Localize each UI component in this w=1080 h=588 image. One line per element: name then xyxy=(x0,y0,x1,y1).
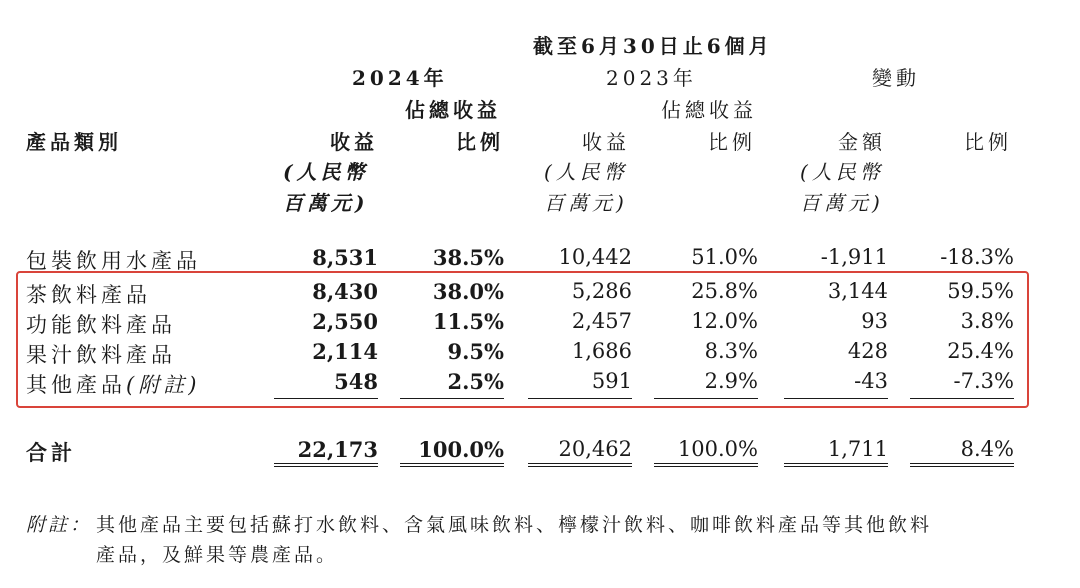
ratio-2023-cell: 8.3% xyxy=(704,339,758,363)
ratio-2024-header: 比例 xyxy=(456,130,504,154)
revenue-2023-cell: 1,686 xyxy=(571,339,632,363)
category-header: 產品類別 xyxy=(26,130,122,154)
revenue-2024-cell: 8,430 xyxy=(312,279,378,304)
total-ratio-2024: 100.0% xyxy=(418,437,504,462)
est-total-2023-header: 佔總收益 xyxy=(661,98,757,122)
revenue-2024-header: 收益 xyxy=(330,130,378,154)
ratio-2023-cell: 12.0% xyxy=(691,309,758,333)
ratio-2024-cell: 2.5% xyxy=(447,369,504,394)
ratio-2023-cell: 2.9% xyxy=(704,369,758,393)
ratio-change-header: 比例 xyxy=(964,130,1012,154)
subtotal-rule xyxy=(910,398,1014,399)
revenue-2023-header: 收益 xyxy=(582,130,630,154)
unit-2024-line1: (人民幣 xyxy=(283,160,369,184)
unit-change-line1: (人民幣 xyxy=(800,160,884,184)
total-double-rule xyxy=(784,463,888,467)
subtotal-rule xyxy=(274,398,378,399)
unit-2023-line2: 百萬元) xyxy=(544,191,628,215)
total-double-rule xyxy=(274,463,378,467)
row-label xyxy=(26,369,200,399)
revenue-2024-cell: 8,531 xyxy=(312,245,378,270)
unit-change-line2: 百萬元) xyxy=(800,191,884,215)
ratio-change-cell: -7.3% xyxy=(953,369,1014,393)
total-revenue-2023: 20,462 xyxy=(558,437,632,461)
ratio-change-cell: 3.8% xyxy=(960,309,1014,333)
total-label: 合計 xyxy=(26,440,76,465)
revenue-2023-cell: 591 xyxy=(591,369,632,393)
ratio-2024-cell: 9.5% xyxy=(447,339,504,364)
revenue-2024-cell: 2,550 xyxy=(312,309,378,334)
ratio-change-cell: 25.4% xyxy=(947,339,1014,363)
ratio-change-cell: -18.3% xyxy=(940,245,1014,269)
row-label-text: 其他產品 xyxy=(26,373,126,397)
ratio-2023-cell: 51.0% xyxy=(691,245,758,269)
total-double-rule xyxy=(400,463,504,467)
subtotal-rule xyxy=(528,398,632,399)
total-double-rule xyxy=(910,463,1014,467)
period-header: 截至6月30日止6個月 xyxy=(533,34,773,58)
subtotal-rule xyxy=(784,398,888,399)
amount-cell: 93 xyxy=(861,309,888,333)
ratio-change-cell: 59.5% xyxy=(947,279,1014,303)
amount-cell: 3,144 xyxy=(827,279,888,303)
total-ratio-change: 8.4% xyxy=(960,437,1014,461)
revenue-2023-cell: 2,457 xyxy=(571,309,632,333)
ratio-2024-cell: 38.5% xyxy=(432,245,504,270)
total-amount: 1,711 xyxy=(827,437,888,461)
total-double-rule xyxy=(528,463,632,467)
ratio-2024-cell: 11.5% xyxy=(432,309,504,334)
amount-cell: -1,911 xyxy=(820,245,888,269)
amount-cell: 428 xyxy=(847,339,888,363)
footnote-line2: 產品，及鮮果等農產品。 xyxy=(96,544,339,566)
revenue-2024-cell: 548 xyxy=(334,369,378,394)
row-label: 果汁飲料產品 xyxy=(26,343,176,367)
year-2024-header: 2024年 xyxy=(352,66,448,90)
footnote-line1: 其他產品主要包括蘇打水飲料、含氣風味飲料、檸檬汁飲料、咖啡飲料產品等其他飲料 xyxy=(96,514,933,536)
unit-2024-line2: 百萬元) xyxy=(283,191,369,215)
row-label: 功能飲料產品 xyxy=(26,313,176,337)
change-header: 變動 xyxy=(872,66,920,90)
est-total-2024-header: 佔總收益 xyxy=(405,98,501,122)
footnote-ref: (附註) xyxy=(126,373,201,397)
unit-2023-line1: (人民幣 xyxy=(544,160,628,184)
subtotal-rule xyxy=(400,398,504,399)
ratio-2023-header: 比例 xyxy=(708,130,756,154)
amount-header: 金額 xyxy=(838,130,886,154)
revenue-2024-cell: 2,114 xyxy=(312,339,378,364)
subtotal-rule xyxy=(654,398,758,399)
year-2023-header: 2023年 xyxy=(606,66,697,90)
total-revenue-2024: 22,173 xyxy=(297,437,378,462)
revenue-2023-cell: 10,442 xyxy=(558,245,632,269)
ratio-2024-cell: 38.0% xyxy=(432,279,504,304)
ratio-2023-cell: 25.8% xyxy=(691,279,758,303)
amount-cell: -43 xyxy=(854,369,888,393)
total-double-rule xyxy=(654,463,758,467)
revenue-2023-cell: 5,286 xyxy=(571,279,632,303)
row-label: 茶飲料產品 xyxy=(26,283,151,307)
row-label: 包裝飲用水產品 xyxy=(26,249,201,273)
total-ratio-2023: 100.0% xyxy=(677,437,758,461)
footnote-prefix: 附註： xyxy=(26,514,93,536)
